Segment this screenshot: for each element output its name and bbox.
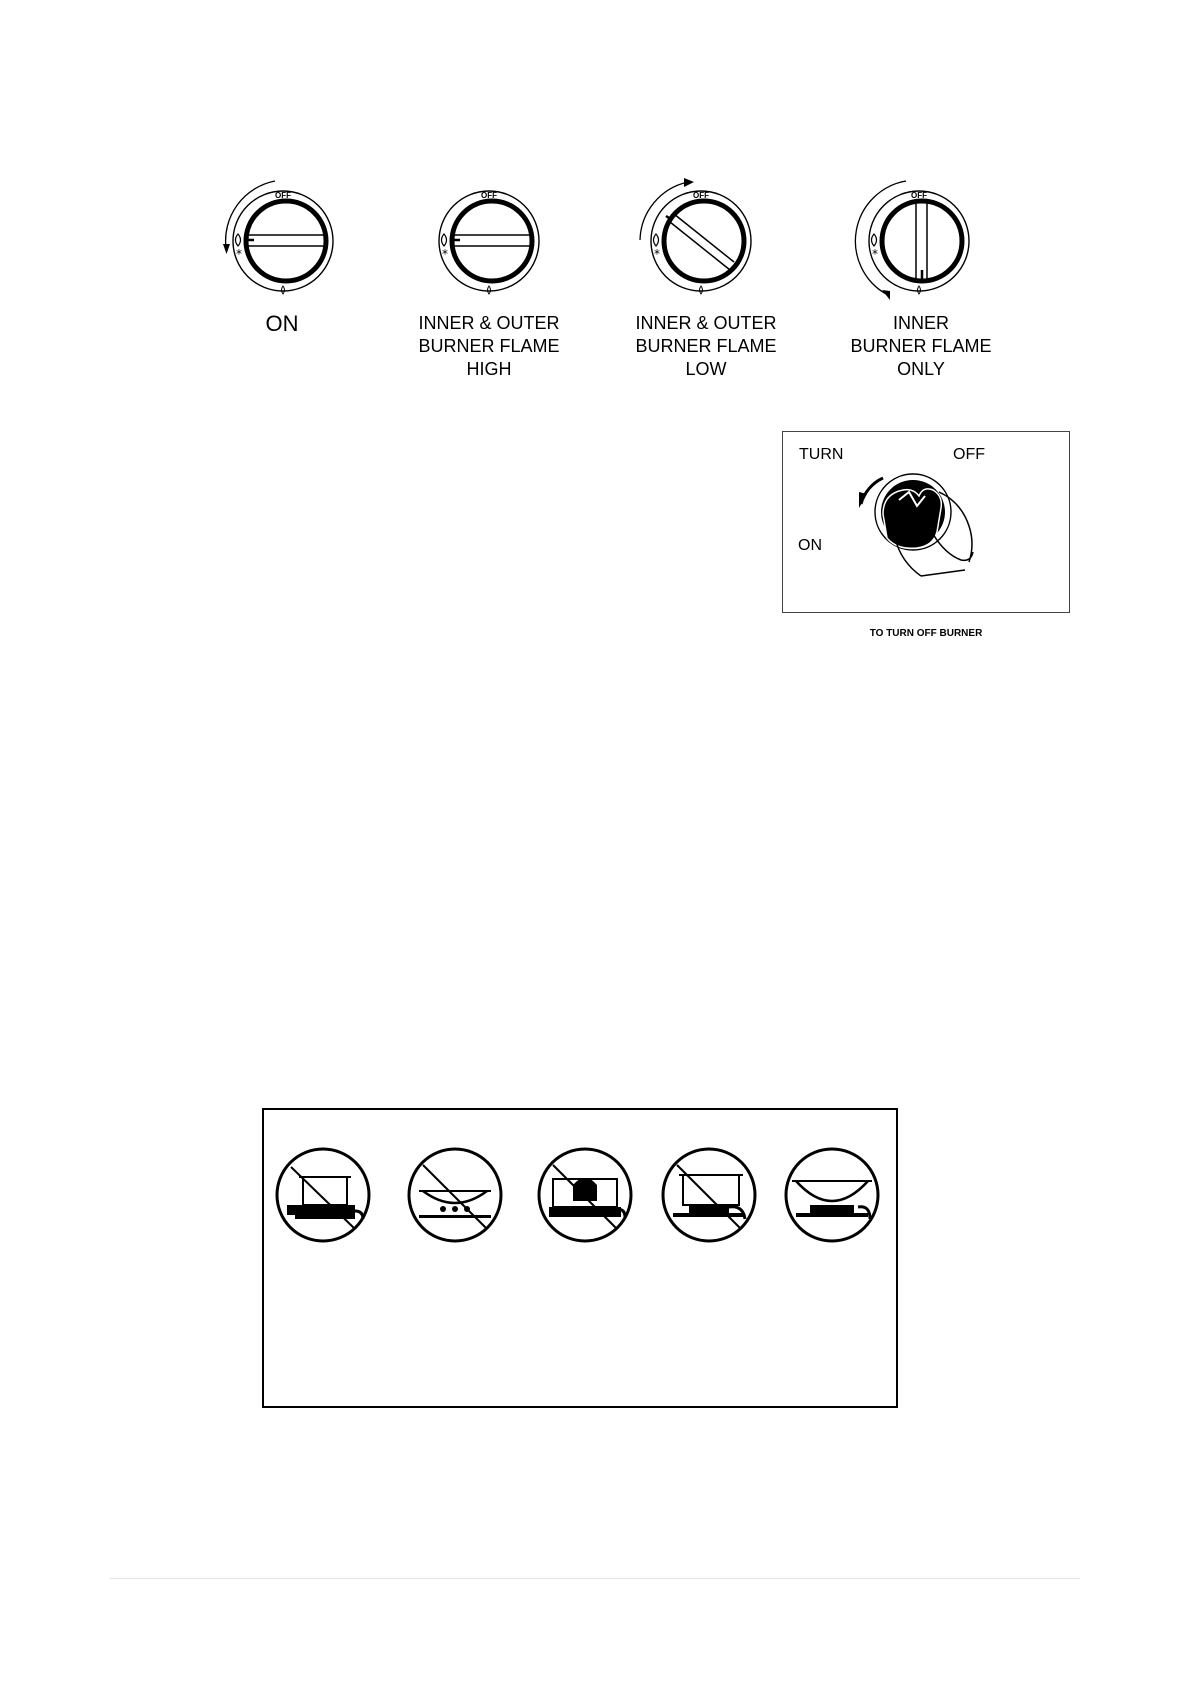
correct-wok-icon: [782, 1145, 882, 1245]
hand-turning-knob-icon: [783, 432, 1071, 614]
knob-caption-high: INNER & OUTER BURNER FLAME HIGH: [418, 313, 560, 379]
on-label: ON: [798, 537, 822, 554]
knob-on-icon: [220, 178, 346, 304]
small-pot-icon: [273, 1145, 373, 1245]
knob-diagram-low: [638, 178, 764, 304]
knob-inner-icon: [856, 178, 982, 304]
footer-divider: [110, 1578, 1080, 1579]
off-label: OFF: [953, 446, 985, 463]
svg-text:*: *: [654, 247, 660, 261]
turn-off-figure: [782, 431, 1070, 613]
knob-low-icon: [638, 178, 764, 304]
round-wok-icon: [405, 1145, 505, 1245]
knob-high-icon: [426, 178, 552, 304]
turn-off-caption: TO TURN OFF BURNER: [869, 628, 983, 639]
oversized-pot-icon: [659, 1145, 759, 1245]
pan-guidance-figure: [262, 1108, 898, 1408]
knob-off-label: OFF: [911, 191, 927, 200]
svg-text:*: *: [236, 247, 242, 261]
knob-caption-inner: INNER BURNER FLAME ONLY: [850, 313, 992, 379]
knob-off-label: OFF: [481, 191, 497, 200]
svg-text:*: *: [442, 247, 448, 261]
knob-caption-low: INNER & OUTER BURNER FLAME LOW: [635, 313, 777, 379]
knob-diagram-inner: [856, 178, 982, 304]
knob-off-label: OFF: [693, 191, 709, 200]
knob-off-label: OFF: [275, 191, 291, 200]
turn-label: TURN: [799, 446, 844, 463]
knob-caption-on: ON: [265, 311, 299, 336]
svg-text:*: *: [872, 247, 878, 261]
kettle-pot-icon: [535, 1145, 635, 1245]
knob-diagram-on: [220, 178, 346, 304]
knob-diagram-high: [426, 178, 552, 304]
